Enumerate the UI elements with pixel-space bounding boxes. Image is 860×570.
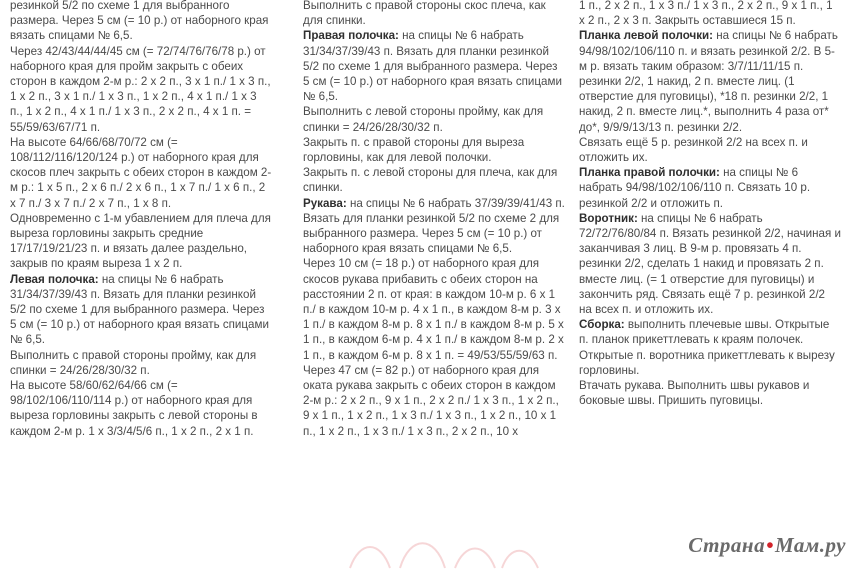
paragraph (10, 378, 272, 439)
text-column-3 (579, 0, 841, 408)
paragraph (579, 378, 841, 408)
paragraph-text: Втачать рукава. Выполнить швы рукавов и боковые швы. Пришить пуговицы. (579, 379, 810, 408)
section-heading: Воротник: (579, 211, 638, 225)
paragraph (303, 104, 565, 134)
paragraph (10, 0, 272, 44)
paragraph (10, 211, 272, 272)
paragraph (10, 348, 272, 378)
paragraph (303, 256, 565, 362)
section-heading: Планка правой полочки: (579, 166, 720, 180)
section-heading: Правая полочка: (303, 29, 399, 43)
paragraph-text: Выполнить с левой стороны пройму, как для спинки = 24/26/28/30/32 п. (303, 105, 544, 134)
paragraph-text: Закрыть п. с левой стороны для плеча, как для спинки. (303, 166, 558, 195)
paragraph (303, 0, 565, 28)
paragraph-text: на спицы № 6 набрать 31/34/37/39/43 п. Вязать для планки резинкой 5/2 по схеме 1 для выбранного размера. Через 5 см (= 10 р.) от наборного края вязать спицами № 6,5. (10, 272, 269, 347)
section-heading: Левая полочка: (10, 272, 99, 286)
paragraph (10, 44, 272, 135)
section-heading: Сборка: (579, 318, 625, 332)
paragraph-text: на спицы № 6 набрать 37/39/39/41/43 п. Вязать для планки резинкой 5/2 по схеме 2 для выбранного размера. Через 5 см (= 10 р.) от наборного края вязать спицами № 6,5. (303, 196, 565, 256)
paragraph-text: на спицы № 6 набрать 72/72/76/80/84 п. Вязать резинкой 2/2, начиная и заканчивая 3 лиц. В 9-м р. провязать 4 п. резинки 2/2, сделать 1 накид и провязать 2 п. вместе лиц. (= 1 отверстие для пуговицы) и закончить ряд. Связать ещё 7 р. резинкой 2/2 на всех п. и отложить их. (579, 211, 841, 317)
logo-text-part1: Страна (688, 533, 766, 557)
paragraph (10, 272, 272, 348)
paragraph (579, 211, 841, 317)
site-logo (688, 533, 846, 558)
paragraph-text: выполнить плечевые швы. Открытые п. планок прикеттлевать к краям полочек. Открытые п. воротника прикеттлевать к вырезу горловины. (579, 318, 835, 377)
paragraph (579, 317, 841, 378)
logo-dot: • (766, 533, 774, 557)
paragraph-text: Через 10 см (= 18 р.) от наборного края для скосов рукава прибавить с обеих сторон на расстоянии 2 п. от края: в каждом 10-м р. 6 x 1 п./ в каждом 10-м р. 4 x 1 п., в каждом 8-м р. 3 x 1 п./ в каждом 8-м р. 8 x 1 п./ в каждом 8-м р. 5 x 1 п., в каждом 6-м р. 4 x 1 п./ в каждом 8-м р. 2 x 1 п., в каждом 6-м р. 8 x 1 п. = 49/53/55/59/63 п. (303, 257, 564, 362)
paragraph-text: Связать ещё 5 р. резинкой 2/2 на всех п. и отложить их. (579, 135, 808, 165)
paragraph-text: На высоте 64/66/68/70/72 см (= 108/112/116/120/124 р.) от наборного края для скосов плеч закрыть с обеих сторон в каждом 2-м р.: 1 x 5 п., 2 x 6 п./ 2 x 6 п., 1 x 7 п./ 1 x 6 п., 2 x 7 п./ 3 x 7 п./ 2 x 7 п., 1 x 8 п. (10, 135, 272, 210)
text-column-1 (10, 0, 272, 439)
paragraph (303, 28, 565, 104)
text-column-2 (303, 0, 565, 439)
paragraph (10, 135, 272, 211)
paragraph (579, 0, 841, 28)
paragraph-text: Закрыть п. с правой стороны для выреза горловины, как для левой полочки. (303, 135, 525, 165)
paragraph-text: на спицы № 6 набрать 94/98/102/106/110 п. Связать 10 р. резинкой 2/2 и отложить п. (579, 166, 811, 210)
paragraph-text: на спицы № 6 набрать 31/34/37/39/43 п. Вязать для планки резинкой 5/2 по схеме 1 для выбранного размера. Через 5 см (= 10 р.) от наборного края вязать спицами № 6,5. (303, 29, 562, 104)
logo-text-part2: Мам (774, 533, 820, 557)
paragraph-text: резинкой 5/2 по схеме 1 для выбранного размера. Через 5 см (= 10 р.) от наборного края вязать спицами № 6,5. (10, 0, 269, 43)
paragraph (579, 135, 841, 165)
paragraph-text: на спицы № 6 набрать 94/98/102/106/110 п. и вязать резинкой 2/2. В 5-м р. вязать таким образом: 3/7/11/11/15 п. резинки 2/2, 1 накид, 2 п. вместе лиц. (1 отверстие для пуговицы), *18 п. резинки 2/2, 1 накид, 2 п. вместе лиц.*, выполнить 4 раза от* до*, 9/9/9/13/13 п. резинки 2/2. (579, 29, 838, 134)
paragraph-text: Через 47 см (= 82 р.) от наборного края для оката рукава закрыть с обеих сторон в каждом 2-м р.: 2 x 2 п., 9 x 1 п., 2 x 2 п./ 1 x 3 п., 1 x 2 п., 9 x 1 п., 1 x 2 п., 1 x 3 п./ 1 x 3 п., 1 x 2 п., 10 x 1 п., 1 x 2 п., 1 x 3 п./ 1 x 3 п., 2 x 2 п., 10 x (303, 363, 559, 438)
section-heading: Планка левой полочки: (579, 29, 714, 43)
logo-text-suffix: .ру (819, 533, 846, 557)
paragraph-text: 1 п., 2 x 2 п., 1 x 3 п./ 1 x 3 п., 2 x 2 п., 9 x 1 п., 1 x 2 п., 2 x 3 п. Закрыть оставшиеся 15 п. (579, 0, 833, 28)
paragraph (303, 165, 565, 195)
paragraph-text: Выполнить с правой стороны скос плеча, как для спинки. (303, 0, 546, 28)
paragraph-text: На высоте 58/60/62/64/66 см (= 98/102/106/110/114 р.) от наборного края для выреза горловины закрыть с левой стороны в каждом 2-м р. 1 x 3/3/4/5/6 п., 1 x 2 п., 2 x 1 п. (10, 379, 258, 438)
paragraph (579, 28, 841, 134)
paragraph (303, 196, 565, 257)
paragraph (579, 165, 841, 211)
paragraph (303, 135, 565, 165)
flower-watermark-icon (330, 520, 550, 570)
paragraph-text: Выполнить с правой стороны пройму, как для спинки = 24/26/28/30/32 п. (10, 348, 257, 377)
paragraph-text: Через 42/43/44/44/45 см (= 72/74/76/76/78 р.) от наборного края для пройм закрыть с обеих сторон в каждом 2-м р.: 2 x 2 п., 3 x 1 п./ 1 x 3 п., 1 x 2 п., 3 x 1 п./ 1 x 3 п., 1 x 2 п., 4 x 1 п./ 1 x 3 п., 1 x 2 п., 4 x 1 п./ 1 x 3 п., 2 x 2 п., 4 x 1 п. = 55/59/63/67/71 п. (10, 44, 271, 134)
paragraph (303, 363, 565, 439)
section-heading: Рукава: (303, 196, 347, 210)
paragraph-text: Одновременно с 1-м убавлением для плеча для выреза горловины закрыть средние 17/17/19/21/23 п. и вязать далее раздельно, закрыв по краям выреза 1 x 2 п. (10, 211, 271, 271)
